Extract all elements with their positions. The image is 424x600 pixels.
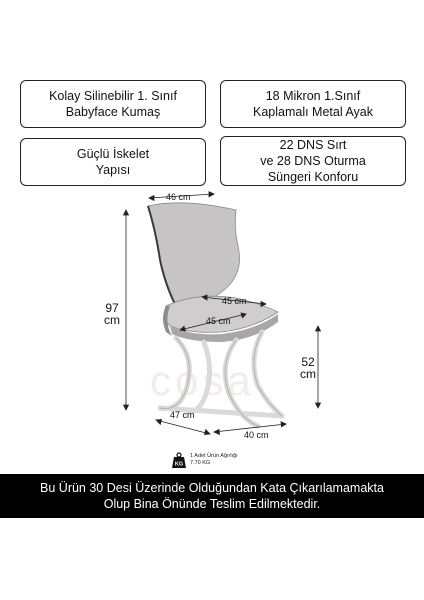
banner-line-1: Bu Ürün 30 Desi Üzerinde Olduğundan Kata Çıkarılamamakta: [40, 481, 384, 495]
dim-back-width: 46 cm: [166, 192, 191, 202]
delivery-info-banner: [0, 474, 424, 518]
dim-seat-height-unit: cm: [300, 367, 316, 381]
dim-seat-height: [300, 356, 316, 380]
feature-frame-box: [20, 138, 206, 186]
watermark-logo: cosa: [150, 357, 255, 404]
feature-legs-line-2: Kaplamalı Metal Ayak: [253, 105, 373, 119]
feature-fabric-box: [20, 80, 206, 128]
feature-sponge-line-1: 22 DNS Sırt: [279, 137, 347, 152]
chair-illustration: [0, 180, 424, 450]
feature-sponge-line-3: Süngeri Konforu: [267, 170, 359, 185]
banner-line-2: Olup Bina Önünde Teslim Edilmektedir.: [103, 497, 321, 511]
feature-frame-line-1: Güçlü İskelet: [76, 146, 150, 161]
dim-base-width: 40 cm: [244, 430, 269, 440]
chair-back: [148, 203, 240, 310]
feature-frame-line-2: Yapısı: [95, 163, 131, 177]
svg-text:KG: KG: [174, 461, 184, 468]
dim-seat-depth: 45 cm: [206, 316, 231, 326]
feature-legs-line-1: 18 Mikron 1.Sınıf: [265, 88, 361, 103]
dim-height-unit: cm: [104, 313, 120, 327]
weight-text: [190, 453, 238, 467]
feature-legs-box: [220, 80, 406, 128]
weight-icon: [172, 452, 186, 468]
dim-seat-width: 45 cm: [222, 296, 247, 306]
dim-height-value: 97: [105, 301, 119, 315]
feature-sponge-box: [220, 136, 406, 186]
feature-sponge-line-2: ve 28 DNS Oturma: [260, 153, 366, 168]
dim-base-depth: 47 cm: [170, 410, 195, 420]
dim-height: [104, 302, 120, 326]
weight-value: 7.70 KG: [190, 460, 211, 466]
weight-badge: [172, 449, 252, 471]
dim-seat-height-value: 52: [301, 355, 315, 369]
feature-fabric-line-2: Babyface Kumaş: [65, 105, 161, 119]
weight-label: 1 Adet Ürün Ağırlığı: [190, 453, 238, 459]
feature-fabric-line-1: Kolay Silinebilir 1. Sınıf: [49, 88, 177, 103]
product-diagram: [0, 180, 424, 450]
